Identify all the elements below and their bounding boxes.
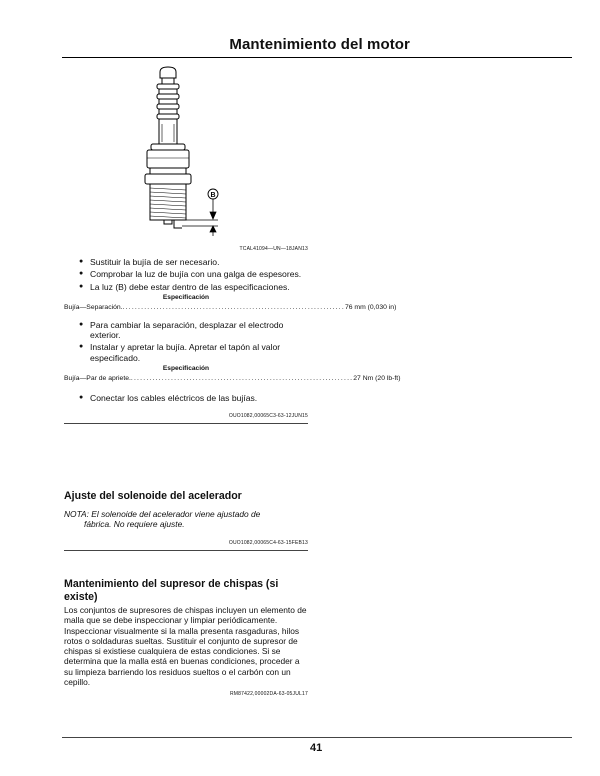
bullet-list xyxy=(64,393,308,403)
list-item: ● Sustituir la bujía de ser necesario. xyxy=(64,257,308,267)
section-title: Ajuste del solenoide del acelerador xyxy=(64,490,242,502)
spec-leader: ........................................................................ xyxy=(130,375,354,383)
spec-label: Bujía—Separación. xyxy=(64,303,123,311)
reference-code: OUO1082,00065C3-63-12JUN15 xyxy=(228,413,308,420)
list-item: ● La luz (B) debe estar dentro de las especificaciones. xyxy=(64,282,308,292)
throttle-solenoid-section xyxy=(64,490,308,551)
section-divider xyxy=(64,423,308,424)
spec-row-gap xyxy=(64,303,397,312)
bullet-list xyxy=(64,257,308,292)
note-line: NOTA: El solenoide del acelerador viene ajustado de xyxy=(64,508,261,519)
list-item: ● Comprobar la luz de bujía con una galga de espesores. xyxy=(64,269,308,279)
note-text xyxy=(64,509,308,529)
reference-code: OUO1082,00065C4-63-15FEB13 xyxy=(228,539,308,546)
spec-heading: Especificación xyxy=(162,293,210,301)
list-item: ● Para cambiar la separación, desplazar el electrodo exterior. xyxy=(64,320,308,341)
page-header-title: Mantenimiento del motor xyxy=(229,36,410,53)
spec-heading: Especificación xyxy=(162,365,210,373)
page-number: 41 xyxy=(310,742,323,754)
section-divider xyxy=(64,550,308,551)
callout-label: B xyxy=(210,192,216,199)
bullet-list xyxy=(64,320,308,363)
spec-leader: ........................................................................ xyxy=(122,303,345,311)
spark-plug-section xyxy=(64,257,401,424)
figure-id: TCAL41094—UN—18JAN13 xyxy=(239,246,308,252)
section-title: Mantenimiento del supresor de chispas (si existe) xyxy=(64,578,279,603)
list-item: ● Conectar los cables eléctricos de las bujías. xyxy=(64,393,308,403)
spec-label: Bujía—Par de apriete. xyxy=(64,375,131,383)
reference-code: RM87422,00002DA-63-05JUL17 xyxy=(229,691,308,698)
spec-row-torque xyxy=(64,375,401,383)
spark-arrestor-section xyxy=(64,578,308,697)
footer-rule xyxy=(62,737,572,738)
body-paragraph: Los conjuntos de supresores de chispas incluyen un elemento de malla que se debe inspeccionar y limpiar periódicamente. Inspeccionar visualmente si la malla presenta rasgaduras, hilos rotos o soldaduras sueltas. Sustituir el conjunto de supresor de chispas si existiese cualquiera de estas condiciones. Si se determina que la malla está en buenas condiciones, proceder a su limpieza barriendo los residuos sueltos o el carbón con un cepillo. xyxy=(64,605,307,688)
spark-plug-illustration xyxy=(138,66,228,238)
list-item: ● Instalar y apretar la bujía. Apretar el tapón al valor especificado. xyxy=(64,342,308,363)
header-rule xyxy=(62,57,572,58)
spec-value: 27 Nm (20 lb-ft) xyxy=(353,375,401,383)
spec-value: 76 mm (0,030 in) xyxy=(344,303,397,311)
note-line: fábrica. No requiere ajuste. xyxy=(84,518,185,529)
